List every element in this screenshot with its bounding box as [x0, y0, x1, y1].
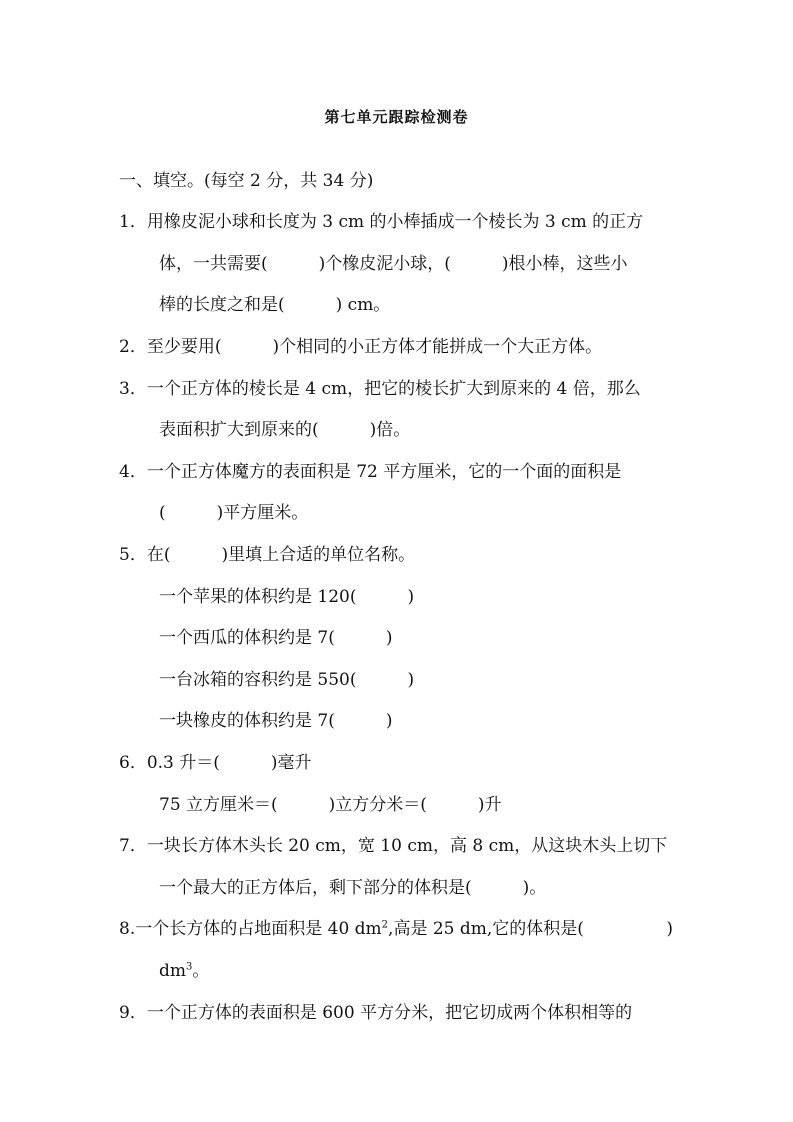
q1-line3: 棒的长度之和是( ) cm。 [159, 295, 391, 315]
q8-period: 。 [192, 961, 210, 981]
q5-item-fridge: 一台冰箱的容积约是 550( ) [159, 670, 415, 690]
q5-item-apple: 一个苹果的体积约是 120( ) [159, 587, 415, 607]
q4-line1: 4．一个正方体魔方的表面积是 72 平方厘米，它的一个面的面积是 [119, 462, 622, 482]
q8-unit: dm [159, 961, 187, 981]
q7-line1: 7．一块长方体木头长 20 cm，宽 10 cm，高 8 cm，从这块木头上切下 [119, 836, 668, 856]
q8-line2 [159, 960, 209, 982]
q3-line1: 3．一个正方体的棱长是 4 cm，把它的棱长扩大到原来的 4 倍，那么 [119, 379, 641, 399]
q5-item-watermelon: 一个西瓜的体积约是 7( ) [159, 628, 393, 648]
q4-line2: ( )平方厘米。 [159, 503, 309, 523]
q5-line1: 5．在( )里填上合适的单位名称。 [119, 545, 416, 565]
q8-close-paren: ) [666, 919, 673, 939]
q6-line2: 75 立方厘米＝( )立方分米＝( )升 [159, 795, 502, 815]
q8-text-a: 8.一个长方体的占地面积是 40 dm [119, 919, 382, 939]
q8-superscript-3: 3 [186, 961, 193, 973]
q8-superscript-2: 2 [381, 919, 389, 931]
page-title: 第七单元跟踪检测卷 [324, 108, 469, 126]
q8-text-b: ,高是 25 dm,它的体积是( [388, 919, 584, 939]
q6-line1: 6．0.3 升＝( )毫升 [119, 753, 312, 773]
section-heading: 一、填空。(每空 2 分，共 34 分) [119, 171, 374, 191]
q2-line1: 2．至少要用( )个相同的小正方体才能拼成一个大正方体。 [119, 337, 603, 357]
q1-line2: 体，一共需要( )个橡皮泥小球，( )根小棒，这些小 [159, 254, 628, 274]
q9-line1: 9．一个正方体的表面积是 600 平方分米，把它切成两个体积相等的 [119, 1003, 633, 1023]
q5-item-eraser: 一块橡皮的体积约是 7( ) [159, 711, 393, 731]
q3-line2: 表面积扩大到原来的( )倍。 [159, 420, 411, 440]
q7-line2: 一个最大的正方体后，剩下部分的体积是( )。 [159, 878, 547, 898]
q1-line1: 1．用橡皮泥小球和长度为 3 cm 的小棒插成一个棱长为 3 cm 的正方 [119, 212, 644, 232]
q8-line1 [119, 918, 584, 940]
